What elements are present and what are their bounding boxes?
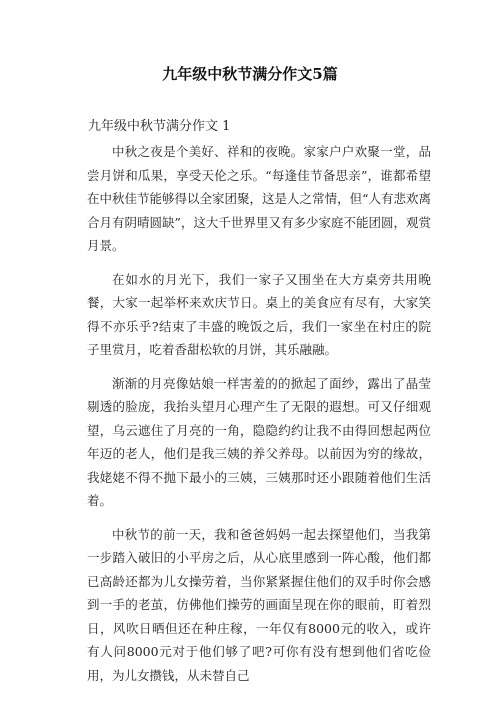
paragraph-3: 渐渐的月亮像姑娘一样害羞的的掀起了面纱，露出了晶莹剔透的脸庞，我抬头望月心理产生了无限的遐想。可又仔细观望，乌云遮住了月亮的一角，隐隐约约让我不由得回想起两位年迈的老人，他们是我三姨的养父养母。以前因为穷的缘故，我姥姥不得不抛下最小的三姨，三姨那时还小跟随着他们生活着。 (87, 375, 431, 508)
document-title: 九年级中秋节满分作文5篇 (162, 65, 338, 83)
paragraph-4: 中秋节的前一天，我和爸爸妈妈一起去探望他们，当我第一步踏入破旧的小平房之后，从心底里感到一阵心酸，他们都已高龄还都为儿女操劳着，当你紧紧握住他们的双手时你会感到一手的老茧，仿佛他们操劳的画面呈现在你的眼前，盯着烈日，风吹日晒但还在种庄稼，一年仅有8000元的收入，或许有人问8000元对于他们够了吧?可你有没有想到他们省吃俭用，为儿女攒钱，从未替自己 (87, 526, 431, 683)
essay-body (87, 140, 431, 697)
paragraph-1: 中秋之夜是个美好、祥和的夜晚。家家户户欢聚一堂，品尝月饼和瓜果，享受天伦之乐。“每逢佳节备思亲”，谁都希望在中秋佳节能够得以全家团聚，这是人之常情，但“人有悲欢离合月有阴晴圆缺”，这大千世界里又有多少家庭不能团圆，观赏月景。 (87, 144, 431, 253)
paragraph-2: 在如水的月光下，我们一家子又围坐在大方桌旁共用晚餐，大家一起举杯来欢庆节日。桌上的美食应有尽有，大家笑得不亦乐乎?结束了丰盛的晚饭之后，我们一家坐在村庄的院子里赏月，吃着香甜松软的月饼，其乐融融。 (87, 271, 431, 357)
essay-subtitle: 九年级中秋节满分作文 1 (88, 119, 231, 134)
